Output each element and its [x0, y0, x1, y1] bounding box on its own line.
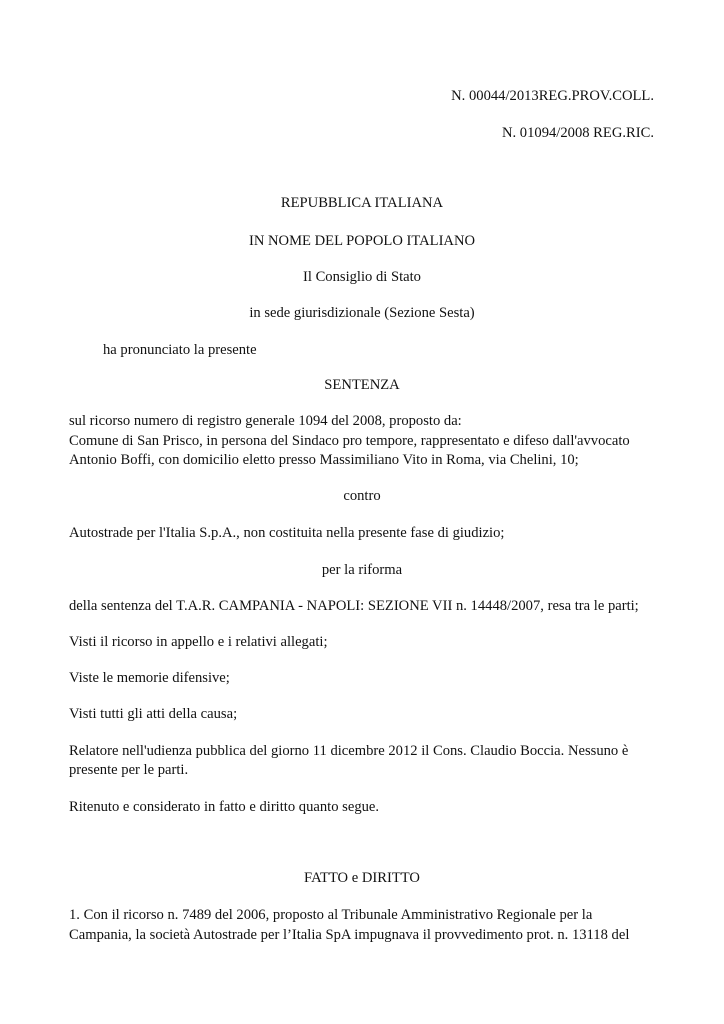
autostrade-party: Autostrade per l'Italia S.p.A., non costituita nella presente fase di giudizio;	[69, 525, 505, 541]
ricorso-line-2: Comune di San Prisco, in persona del Sindaco pro tempore, rappresentato e difeso dall'avvocato	[69, 433, 630, 449]
relatore-line-2: presente per le parti.	[69, 762, 189, 778]
paragraph-1-line-1: 1. Con il ricorso n. 7489 del 2006, proposto al Tribunale Amministrativo Regionale per la	[69, 907, 593, 923]
ricorso-line-3: Antonio Boffi, con domicilio eletto presso Massimiliano Vito in Roma, via Chelini, 10;	[69, 452, 579, 468]
heading-in-nome: IN NOME DEL POPOLO ITALIANO	[248, 233, 476, 249]
contro-label: contro	[343, 488, 381, 504]
sentenza-tar: della sentenza del T.A.R. CAMPANIA - NAPOLI: SEZIONE VII n. 14448/2007, resa tra le parti;	[69, 598, 639, 614]
reg-prov-coll-number: N. 00044/2013REG.PROV.COLL.	[451, 88, 654, 104]
heading-pronounced: ha pronunciato la presente	[103, 342, 257, 358]
visti-ricorso: Visti il ricorso in appello e i relativi allegati;	[69, 634, 328, 650]
heading-republic: REPUBBLICA ITALIANA	[280, 195, 444, 211]
heading-council: Il Consiglio di Stato	[303, 269, 421, 285]
visti-atti: Visti tutti gli atti della causa;	[69, 706, 238, 722]
paragraph-1-line-2: Campania, la società Autostrade per l’Italia SpA impugnava il provvedimento prot. n. 13118 del	[69, 927, 630, 943]
viste-memorie: Viste le memorie difensive;	[69, 670, 230, 686]
fatto-diritto-heading: FATTO e DIRITTO	[304, 870, 420, 886]
riforma-label: per la riforma	[321, 562, 403, 578]
relatore-line-1: Relatore nell'udienza pubblica del giorno 11 dicembre 2012 il Cons. Claudio Boccia. Nessuno è	[69, 743, 629, 759]
reg-ric-number: N. 01094/2008 REG.RIC.	[501, 125, 654, 141]
ritenuto-line: Ritenuto e considerato in fatto e diritto quanto segue.	[69, 799, 380, 815]
heading-section: in sede giurisdizionale (Sezione Sesta)	[249, 305, 475, 321]
ricorso-line-1: sul ricorso numero di registro generale 1094 del 2008, proposto da:	[69, 413, 462, 429]
heading-sentenza: SENTENZA	[324, 377, 400, 393]
